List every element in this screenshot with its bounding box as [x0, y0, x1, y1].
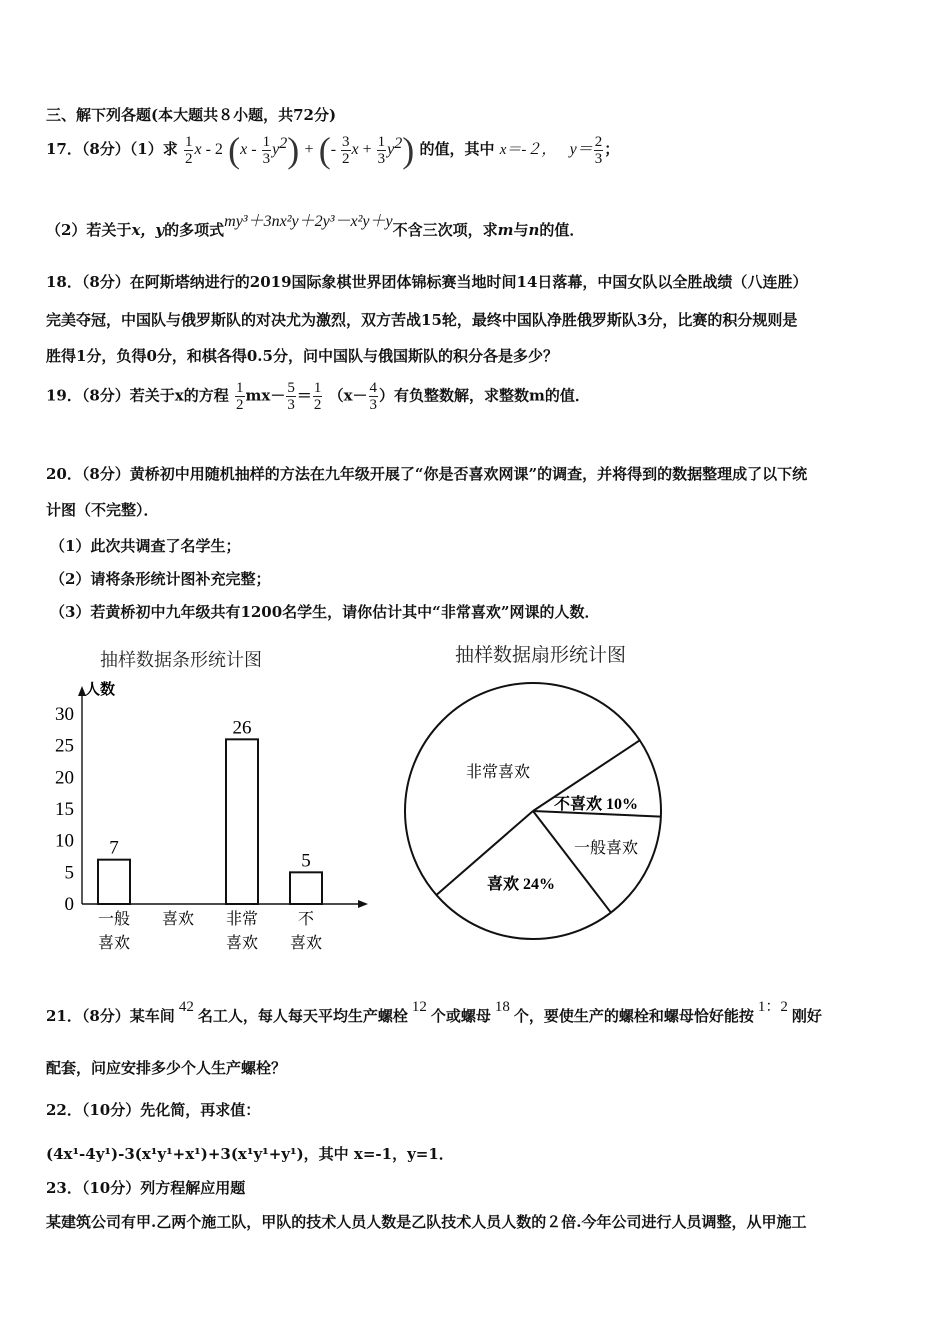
pie-slice-label: 一般喜欢 [573, 840, 639, 857]
q21-42: 42 [178, 999, 194, 1015]
q17-p2-suffix: 不含三次项，求 [392, 221, 498, 239]
bar-category-label: 一般 [97, 911, 131, 928]
question-23-line2: 某建筑公司有甲.乙两个施工队，甲队的技术人员人数是乙队技术人员人数的２倍.今年公司进行人员调整，从甲施工 [46, 1213, 807, 1231]
section-title: 三、解下列各题(本大题共８小题，共72分) [46, 106, 337, 124]
bar-data-label: 5 [301, 850, 311, 872]
q21-t3: 个，要使生产的螺栓和螺母恰好能按 [513, 1007, 754, 1025]
q19-frac-half: $\frac{1}{2}$ [236, 380, 244, 413]
question-18-line2: 完美夺冠，中国队与俄罗斯队的对决尤为激烈，双方苦战15轮，最终中国队净胜俄罗斯队3分，比赛的积分规则是 [46, 311, 798, 329]
bar-data-label: 26 [232, 717, 252, 739]
q17-and: 与 [513, 221, 529, 239]
fraction-half: $\frac{1}{2}$ [184, 133, 193, 167]
question-22-line1: 22．（10分）先化简，再求值： [46, 1101, 261, 1119]
q21-t1: 名工人，每人每天平均生产螺栓 [197, 1007, 408, 1025]
question-20-line2: 计图（不完整）． [46, 501, 159, 519]
q21-ratio: 1：2 [757, 999, 788, 1015]
q17-number: 17．（8分）（1）求 [46, 140, 178, 158]
bar-category-label: 喜欢 [289, 935, 323, 952]
q19-equals: ＝ [296, 386, 312, 405]
question-18-line1: 18．（8分）在阿斯塔纳进行的2019国际象棋世界团体锦标赛当地时间14日落幕，中国女队以全胜战绩（八连胜） [46, 273, 808, 291]
bar-y-tick-label: 0 [64, 894, 74, 915]
q19-x-minus: （x－ [328, 386, 368, 405]
pie-chart [395, 665, 675, 955]
q21-18: 18 [494, 999, 510, 1015]
bar-chart-title: 抽样数据条形统计图 [100, 650, 262, 671]
bar-data-label: 7 [109, 837, 119, 859]
pie-slice-label: 喜欢 24% [486, 876, 556, 893]
q17-tail: 的值，其中 [419, 140, 495, 158]
q17-x-value: x＝-２， [499, 142, 557, 158]
pie-slice-label: 非常喜欢 [465, 764, 531, 781]
q19-frac-half-2: $\frac{1}{2}$ [313, 380, 322, 413]
q19-mx: mx－ [245, 386, 286, 405]
bar-y-label: 人数 [85, 682, 116, 698]
bar-category-label: 非常 [225, 911, 259, 928]
fraction-two-thirds: $\frac{2}{3}$ [594, 133, 603, 167]
question-19 [46, 380, 590, 413]
bar-category-label: 不 [297, 911, 315, 928]
bar-x-axis-arrow [358, 900, 368, 908]
question-18-line3: 胜得1分，负得0分，和棋各得0.5分，问中国队与俄国斯队的积分各是多少？ [46, 347, 558, 365]
bar [290, 872, 322, 904]
q17-n: n [528, 221, 540, 239]
q21-12: 12 [411, 999, 427, 1015]
bar [98, 860, 130, 904]
q17-m: m [497, 221, 514, 239]
q17-p2-prefix: （2）若关于 [46, 221, 132, 239]
question-20-sub3: （3）若黄桥初中九年级共有1200名学生，请你估计其中“非常喜欢”网课的人数． [50, 603, 600, 621]
q17-p2-vars: x，y [131, 221, 165, 239]
bar-category-label: 喜欢 [225, 935, 259, 952]
q17-p2-mid: 的多项式 [164, 221, 225, 239]
question-21-line2: 配套，问应安排多少个人生产螺栓？ [46, 1059, 287, 1077]
bar-y-tick-label: 30 [55, 704, 74, 725]
q17-polynomial: my³＋3nx²y＋2y³－x²y＋y [224, 213, 393, 230]
bar-y-tick-label: 25 [55, 735, 74, 757]
question-20-sub2: （2）请将条形统计图补充完整； [50, 570, 271, 588]
q17-y-label: y＝ [569, 141, 593, 158]
question-20-line1: 20．（8分）黄桥初中用随机抽样的方法在九年级开展了“你是否喜欢网课”的调查，并将得到的数据整理成了以下统 [46, 465, 808, 483]
q17-p2-end: 的值． [539, 221, 585, 239]
pie-slice-label: 不喜欢 10% [553, 796, 639, 813]
bar [226, 739, 258, 904]
q19-number: 19．（8分）若关于x的方程 [46, 386, 229, 405]
bar-y-tick-label: 20 [55, 767, 74, 789]
question-17-part1: 17．（8分）（1）求 $\frac{1}{2}$ x - 2 (x - $\frac{1}{3}$ $y^2$) + (- $\frac{3}{2}$ x + $\frac{1}{3}$ $y^2$) 的值，其中 x＝-２， y＝ $\frac{2}{3}$ ； [46, 130, 620, 170]
question-23-line1: 23．（10分）列方程解应用题 [46, 1179, 246, 1197]
question-22-expr: (4x¹-4y¹)-3(x¹y¹+x¹)+3(x¹y¹+y¹)，其中 x=-1，y=1． [46, 1145, 454, 1163]
q21-number: 21．（8分）某车间 [46, 1007, 175, 1025]
bar-category-label: 喜欢 [161, 911, 195, 928]
bar-category-label: 喜欢 [97, 935, 131, 952]
pie-chart-title: 抽样数据扇形统计图 [455, 644, 627, 666]
bar-chart [40, 672, 380, 972]
q19-frac-four-thirds: $\frac{4}{3}$ [369, 380, 378, 413]
question-21-line1 [46, 999, 822, 1026]
question-20-sub1: （1）此次共调查了名学生； [50, 537, 241, 555]
bar-y-tick-label: 10 [55, 830, 74, 852]
q21-t2: 个或螺母 [430, 1007, 491, 1025]
question-17-part2 [46, 213, 585, 240]
bar-y-tick-label: 5 [64, 862, 74, 884]
q19-frac-five-thirds: $\frac{5}{3}$ [287, 380, 295, 413]
q21-t4: 刚好 [791, 1007, 822, 1025]
q19-tail: ）有负整数解，求整数m的值． [379, 386, 590, 405]
bar-y-tick-label: 15 [55, 799, 74, 820]
